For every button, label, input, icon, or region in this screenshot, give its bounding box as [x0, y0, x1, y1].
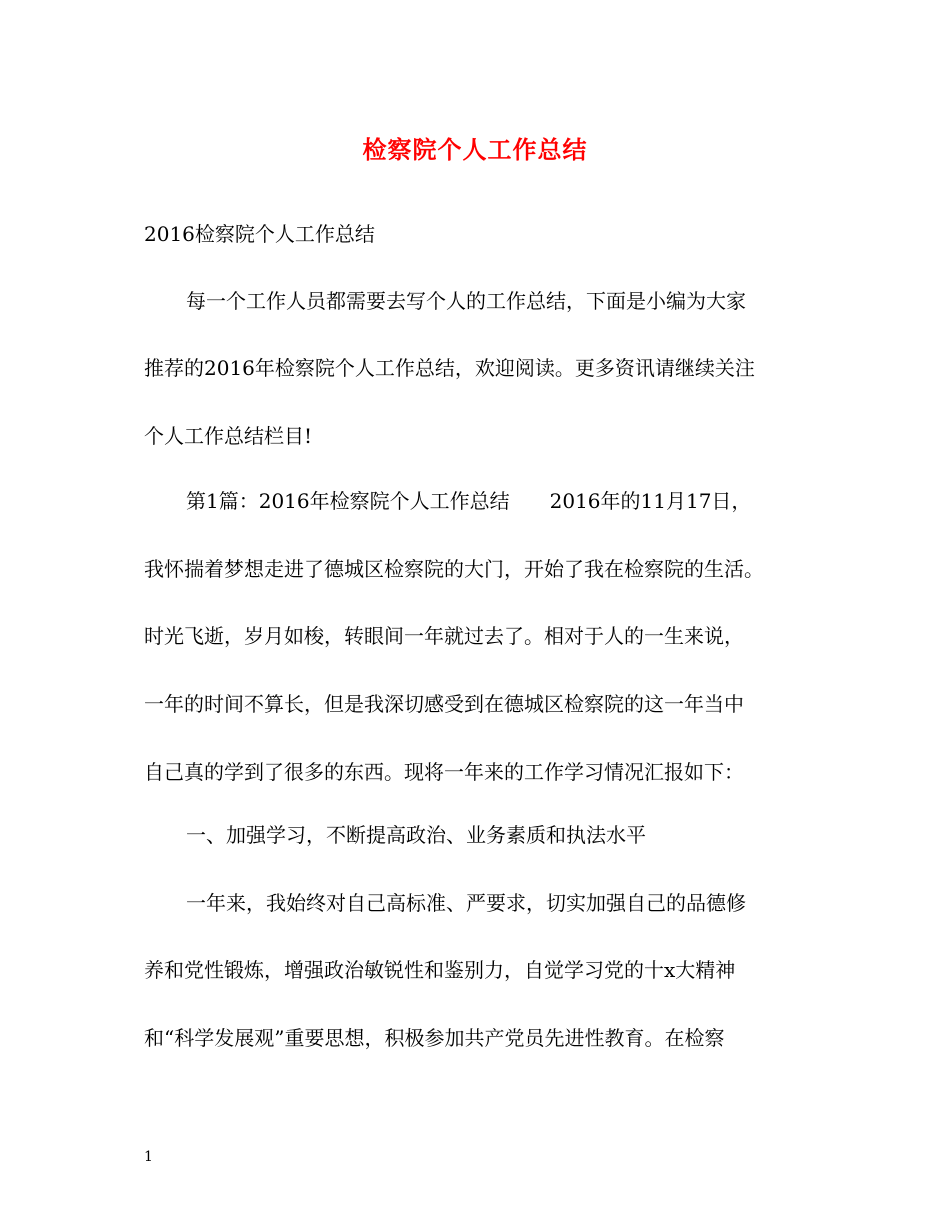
paragraph-line-5: 我怀揣着梦想走进了德城区检察院的大门，开始了我在检察院的生活。: [144, 557, 764, 581]
paragraph-line-6: 时光飞逝，岁月如梭，转眼间一年就过去了。相对于人的一生来说，: [144, 624, 744, 648]
paragraph-line-2: 推荐的2016年检察院个人工作总结，欢迎阅读。更多资讯请继续关注: [144, 356, 755, 380]
paragraph-line-10: 一年来，我始终对自己高标准、严要求，切实加强自己的品德修: [186, 891, 746, 915]
paragraph-line-7: 一年的时间不算长，但是我深切感受到在德城区检察院的这一年当中: [144, 692, 744, 716]
paragraph-line-4: 第1篇：2016年检察院个人工作总结 2016年的11月17日，: [186, 489, 752, 513]
page-number: 1: [144, 1149, 153, 1165]
paragraph-line-1: 每一个工作人员都需要去写个人的工作总结，下面是小编为大家: [186, 289, 746, 313]
paragraph-line-12: 和“科学发展观”重要思想，积极参加共产党员先进性教育。在检察: [144, 1026, 725, 1050]
section-heading: 一、加强学习，不断提高政治、业务素质和执法水平: [186, 823, 646, 847]
subtitle-line: 2016检察院个人工作总结: [144, 222, 375, 246]
paragraph-line-11: 养和党性锻炼，增强政治敏锐性和鉴别力，自觉学习党的十x大精神: [144, 958, 736, 982]
document-title: 检察院个人工作总结: [362, 135, 588, 164]
paragraph-line-8: 自己真的学到了很多的东西。现将一年来的工作学习情况汇报如下：: [144, 760, 744, 784]
paragraph-line-3: 个人工作总结栏目!: [144, 424, 313, 448]
